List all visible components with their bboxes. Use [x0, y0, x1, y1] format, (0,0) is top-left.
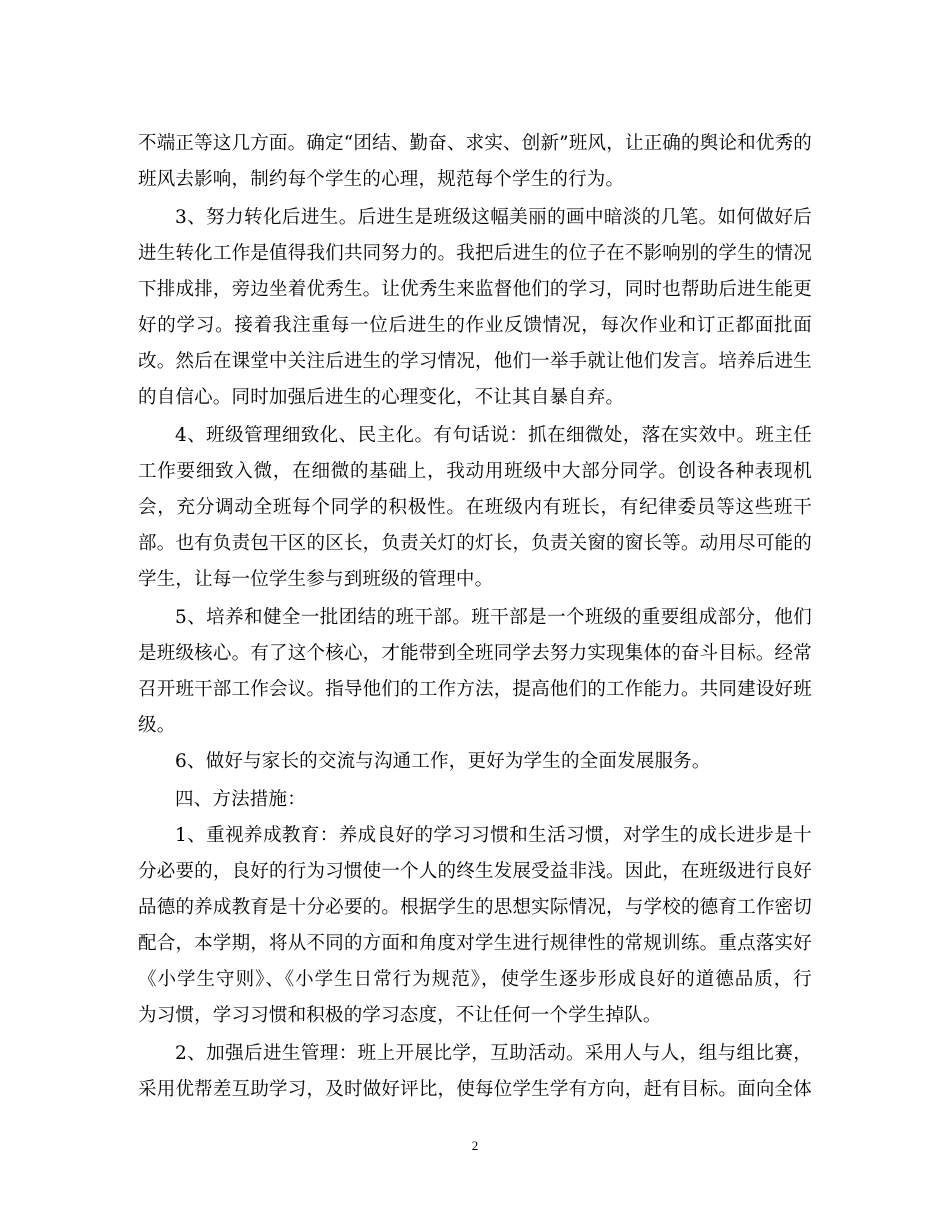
text-line: 好的学习。接着我注重每一位后进生的作业反馈情况，每次作业和订正都面批面 [138, 315, 812, 336]
text-line: 进生转化工作是值得我们共同努力的。我把后进生的位子在不影响别的学生的情况 [138, 243, 812, 264]
text-line: 是班级核心。有了这个核心，才能带到全班同学去努力实现集体的奋斗目标。经常 [138, 643, 812, 664]
text-line: 下排成排，旁边坐着优秀生。让优秀生来监督他们的学习，同时也帮助后进生能更 [138, 279, 812, 300]
text-line: 分必要的，良好的行为习惯使一个人的终生发展受益非浅。因此，在班级进行良好 [138, 861, 812, 882]
text-line: 部。也有负责包干区的区长，负责关灯的灯长，负责关窗的窗长等。动用尽可能的 [138, 533, 812, 554]
text-line: 改。然后在课堂中关注后进生的学习情况，他们一举手就让他们发言。培养后进生 [138, 351, 812, 372]
section-heading: 四、方法措施： [175, 789, 306, 810]
text-line: 3、努力转化后进生。后进生是班级这幅美丽的画中暗淡的几笔。如何做好后 [175, 207, 812, 228]
text-line: 会，充分调动全班每个同学的积极性。在班级内有班长，有纪律委员等这些班干 [138, 497, 812, 518]
text-line: 班风去影响，制约每个学生的心理，规范每个学生的行为。 [138, 169, 625, 190]
text-line: 1、重视养成教育：养成良好的学习习惯和生活习惯，对学生的成长进步是十 [175, 825, 812, 846]
page-number: 2 [471, 1138, 479, 1153]
text-line: 采用优帮差互助学习，及时做好评比，使每位学生学有方向，赶有目标。面向全体 [138, 1079, 812, 1100]
text-line: 级。 [138, 715, 176, 736]
text-line: 2、加强后进生管理：班上开展比学，互助活动。采用人与人，组与组比赛， [175, 1043, 812, 1064]
text-line: 6、做好与家长的交流与沟通工作，更好为学生的全面发展服务。 [175, 751, 711, 772]
text-line: 《小学生守则》、《小学生日常行为规范》，使学生逐步形成良好的道德品质，行 [138, 969, 812, 990]
text-line: 4、班级管理细致化、民主化。有句话说：抓在细微处，落在实效中。班主任 [175, 425, 812, 446]
text-line: 学生，让每一位学生参与到班级的管理中。 [138, 569, 494, 590]
text-line: 工作要细致入微，在细微的基础上，我动用班级中大部分同学。创设各种表现机 [138, 461, 812, 482]
text-line: 不端正等这几方面。确定“团结、勤奋、求实、创新”班风，让正确的舆论和优秀的 [138, 133, 812, 154]
text-line: 配合，本学期，将从不同的方面和角度对学生进行规律性的常规训练。重点落实好 [138, 933, 812, 954]
text-line: 5、培养和健全一批团结的班干部。班干部是一个班级的重要组成部分，他们 [175, 607, 812, 628]
text-line: 为习惯，学习习惯和积极的学习态度，不让任何一个学生掉队。 [138, 1005, 662, 1026]
text-line: 召开班干部工作会议。指导他们的工作方法，提高他们的工作能力。共同建设好班 [138, 679, 812, 700]
text-line: 的自信心。同时加强后进生的心理变化，不让其自暴自弃。 [138, 387, 625, 408]
text-line: 品德的养成教育是十分必要的。根据学生的思想实际情况，与学校的德育工作密切 [138, 897, 812, 918]
